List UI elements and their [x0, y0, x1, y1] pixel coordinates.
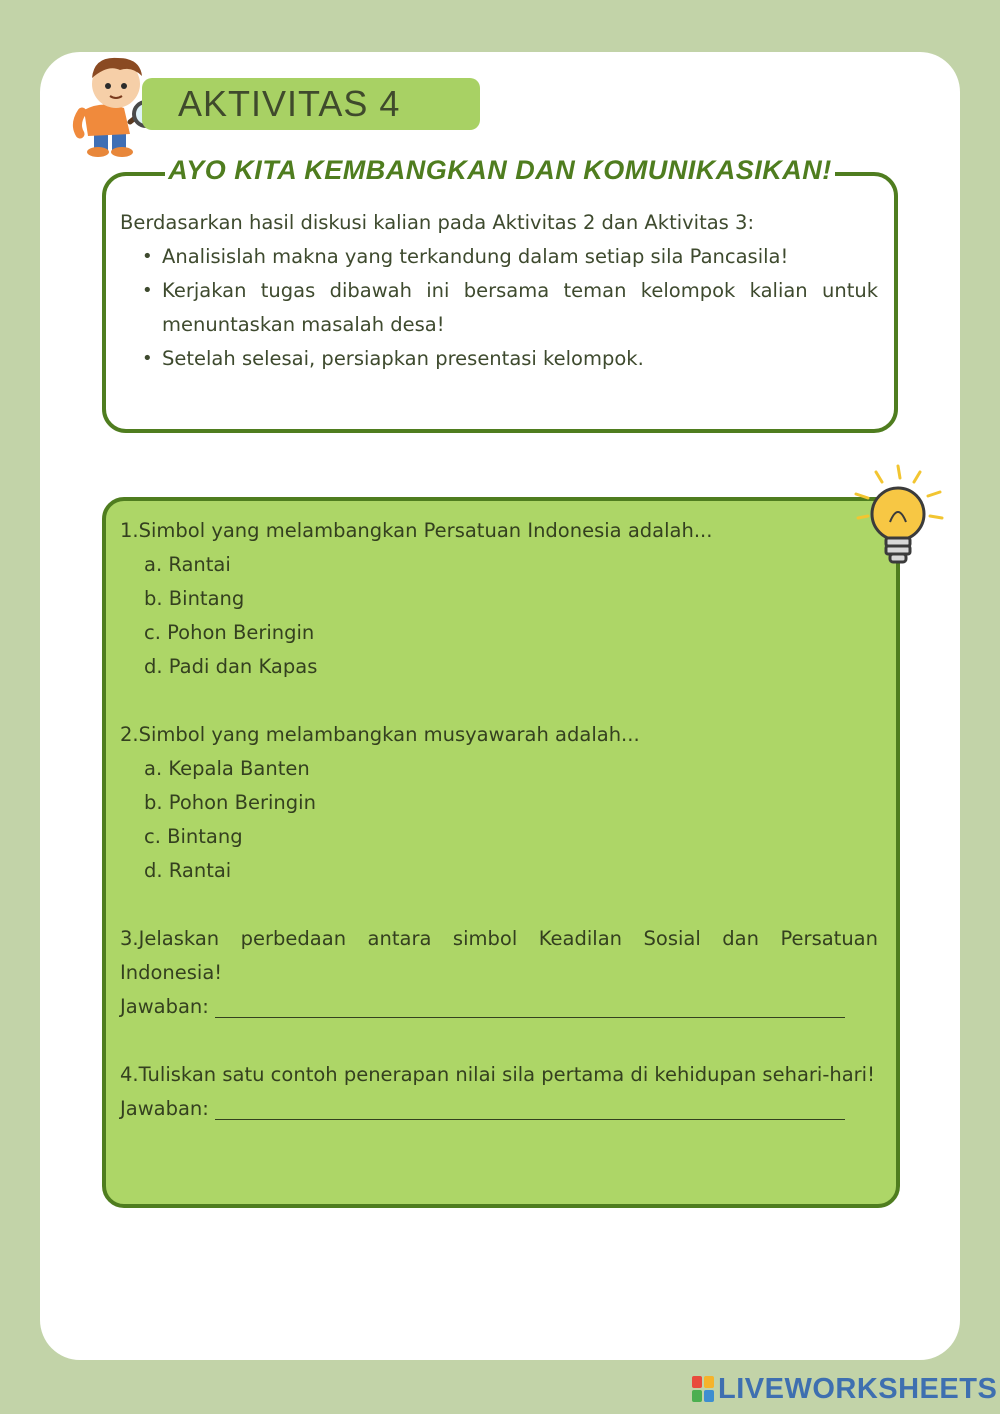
question-1-option-c[interactable]: c. Pohon Beringin [144, 621, 315, 644]
question-4-answer-field[interactable] [215, 1095, 845, 1120]
list-item: • Kerjakan tugas dibawah ini bersama teman kelompok kalian untuk menuntaskan masalah desa! [132, 274, 878, 342]
instructions-heading: AYO KITA KEMBANGKAN DAN KOMUNIKASIKAN! [165, 152, 835, 188]
question-2-option-b[interactable]: b. Pohon Beringin [144, 791, 316, 814]
question-3-answer-row [120, 990, 878, 1024]
question-4-answer-row [120, 1092, 878, 1126]
bullet-icon: • [142, 246, 153, 267]
question-4-answer-label: Jawaban: [120, 1097, 209, 1120]
spacer [120, 1024, 878, 1058]
question-4-text: 4.Tuliskan satu contoh penerapan nilai sila pertama di kehidupan sehari-hari! [120, 1063, 875, 1086]
question-1-option-d[interactable]: d. Padi dan Kapas [144, 655, 318, 678]
liveworksheets-logo[interactable] [692, 1372, 997, 1406]
list-item: • Analisislah makna yang terkandung dalam setiap sila Pancasila! [132, 240, 878, 274]
question-3-answer-label: Jawaban: [120, 995, 209, 1018]
question-1-option-b[interactable]: b. Bintang [144, 587, 245, 610]
instructions-list [132, 240, 878, 376]
liveworksheets-logo-icon [692, 1376, 714, 1402]
question-1-text: 1.Simbol yang melambangkan Persatuan Indonesia adalah... [120, 519, 713, 542]
list-item: • Setelah selesai, persiapkan presentasi kelompok. [132, 342, 878, 376]
instructions-intro: Berdasarkan hasil diskusi kalian pada Aktivitas 2 dan Aktivitas 3: [120, 211, 755, 234]
spacer [120, 684, 878, 718]
question-2-text: 2.Simbol yang melambangkan musyawarah adalah... [120, 723, 640, 746]
question-1-option-a[interactable]: a. Rantai [144, 553, 231, 576]
brand-name: LIVEWORKSHEETS [718, 1372, 998, 1405]
bullet-icon: • [142, 280, 153, 301]
spacer [120, 888, 878, 922]
bullet-icon: • [142, 348, 153, 369]
question-2-option-a[interactable]: a. Kepala Banten [144, 757, 310, 780]
question-2-option-c[interactable]: c. Bintang [144, 825, 243, 848]
page-title: AKTIVITAS 4 [178, 83, 401, 124]
question-2-option-d[interactable]: d. Rantai [144, 859, 232, 882]
question-3-text: 3.Jelaskan perbedaan antara simbol Keadilan Sosial dan Persatuan Indonesia! [120, 927, 878, 984]
questions-content [120, 514, 878, 1126]
question-3-answer-field[interactable] [215, 993, 845, 1018]
